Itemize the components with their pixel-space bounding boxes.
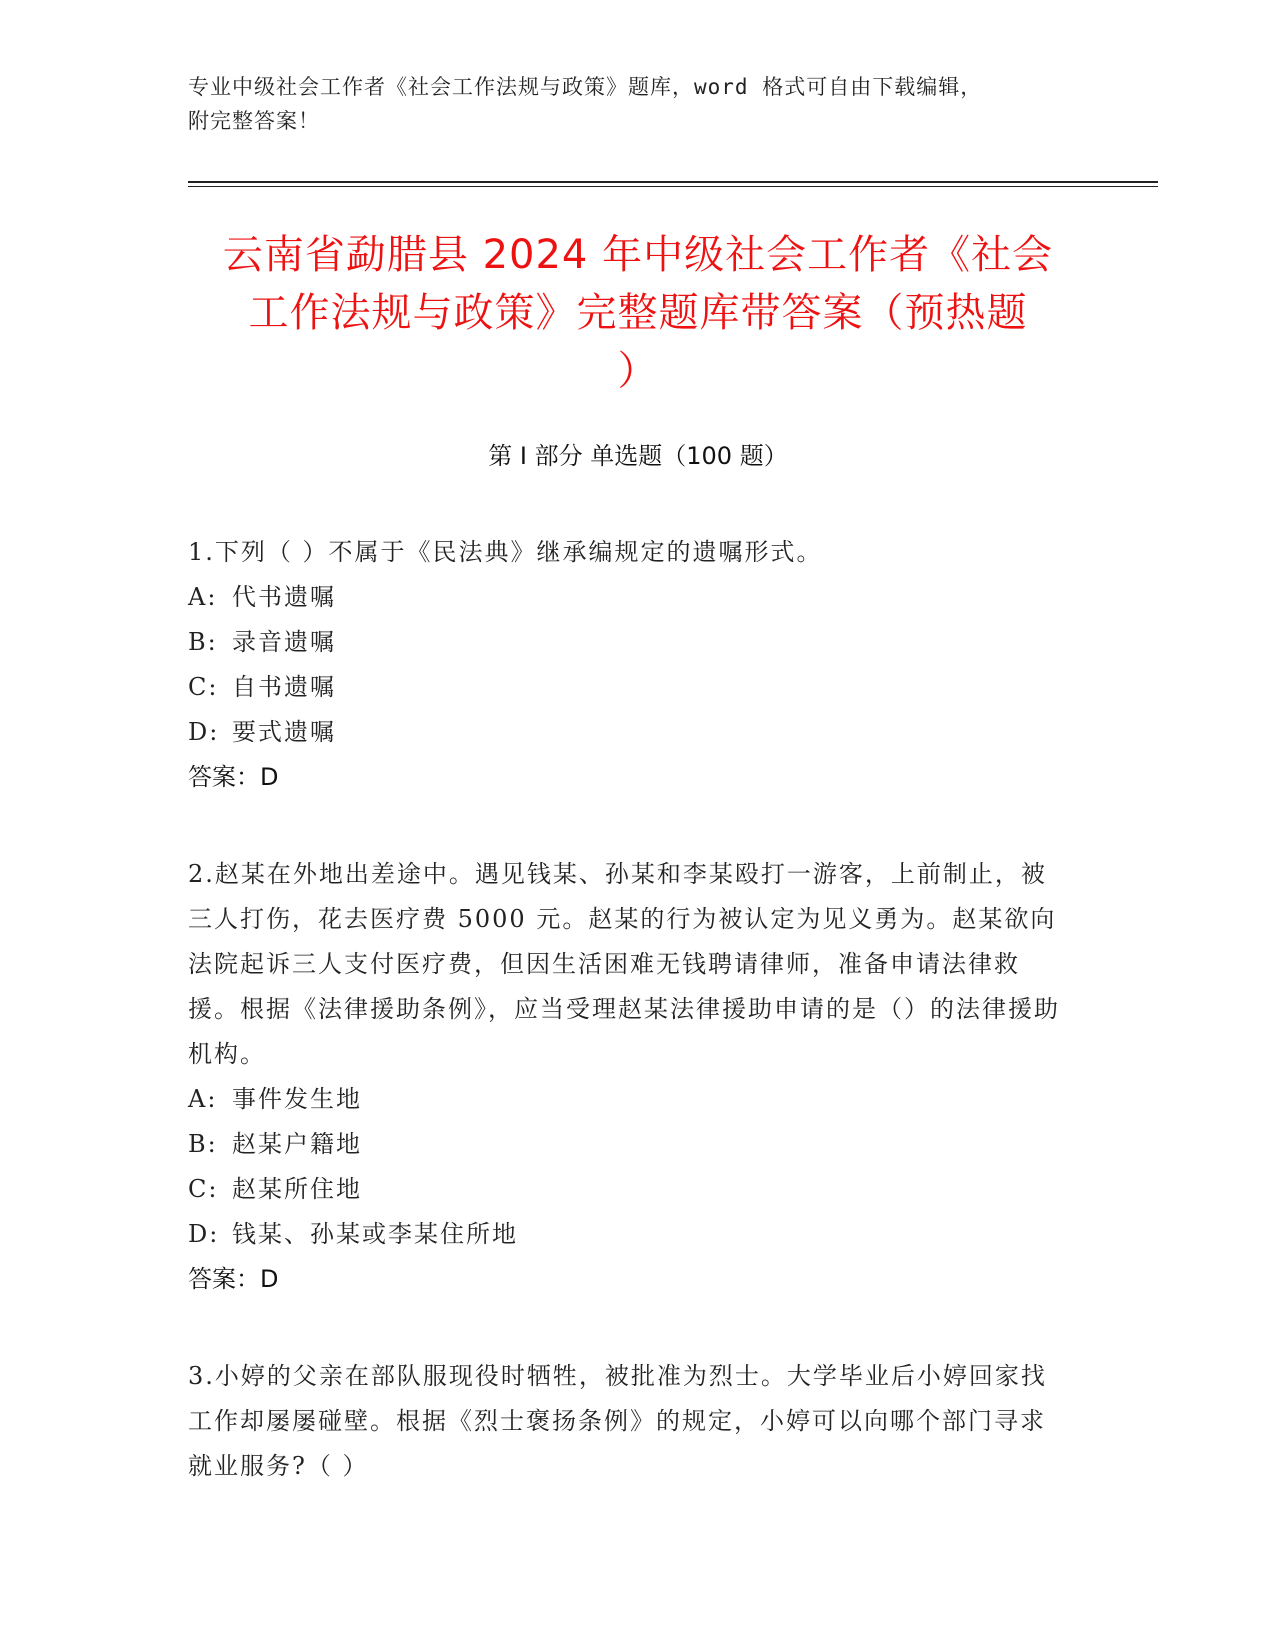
question-1 xyxy=(188,530,1068,800)
option-letter: D: xyxy=(188,718,220,746)
section-heading: 第 I 部分 单选题（100 题） xyxy=(488,442,788,470)
option-letter: C: xyxy=(188,673,219,701)
option-c xyxy=(188,665,1068,710)
option-text: 赵某户籍地 xyxy=(232,1130,362,1158)
answer-line: 答案：D xyxy=(188,763,279,791)
option-letter: C: xyxy=(188,1175,219,1203)
option-b xyxy=(188,1122,1068,1167)
header-note-line-1: 专业中级社会工作者《社会工作法规与政策》题库，word 格式可自由下载编辑， xyxy=(188,75,983,99)
option-letter: B: xyxy=(188,628,218,656)
option-a xyxy=(188,575,1068,620)
document-title-line-3: ） xyxy=(617,348,659,394)
question-2 xyxy=(188,852,1068,1302)
option-c xyxy=(188,1167,1068,1212)
option-letter: A: xyxy=(188,583,218,611)
document-title-line-2: 工作法规与政策》完整题库带答案（预热题 xyxy=(248,290,1028,336)
option-d xyxy=(188,710,1068,755)
question-list xyxy=(188,530,1068,1541)
option-text: 代书遗嘱 xyxy=(232,583,336,611)
header-rule-thin xyxy=(188,186,1158,187)
answer-line: 答案：D xyxy=(188,1265,279,1293)
document-title-line-1: 云南省勐腊县 2024 年中级社会工作者《社会 xyxy=(222,232,1054,278)
header-rule-thick xyxy=(188,181,1158,183)
option-d xyxy=(188,1212,1068,1257)
header-note-line-2: 附完整答案！ xyxy=(188,109,320,133)
option-letter: B: xyxy=(188,1130,218,1158)
question-3 xyxy=(188,1354,1068,1489)
question-stem: 2.赵某在外地出差途中。遇见钱某、孙某和李某殴打一游客，上前制止，被三人打伤，花去医疗费 5000 元。赵某的行为被认定为见义勇为。赵某欲向法院起诉三人支付医疗费，但因生活困难无钱聘请律师，准备申请法律救援。根据《法律援助条例》，应当受理赵某法律援助申请的是（）的法律援助机构。 xyxy=(188,860,1060,1068)
document-title xyxy=(188,226,1088,400)
option-text: 要式遗嘱 xyxy=(232,718,336,746)
option-a xyxy=(188,1077,1068,1122)
question-stem: 1.下列（ ）不属于《民法典》继承编规定的遗嘱形式。 xyxy=(188,538,823,566)
option-text: 自书遗嘱 xyxy=(232,673,336,701)
question-stem: 3.小婷的父亲在部队服现役时牺牲，被批准为烈士。大学毕业后小婷回家找工作却屡屡碰壁。根据《烈士褒扬条例》的规定，小婷可以向哪个部门寻求就业服务?（ ） xyxy=(188,1362,1047,1480)
option-text: 事件发生地 xyxy=(232,1085,362,1113)
option-text: 录音遗嘱 xyxy=(232,628,336,656)
option-letter: D: xyxy=(188,1220,220,1248)
header-note xyxy=(188,70,1088,138)
option-letter: A: xyxy=(188,1085,218,1113)
option-text: 赵某所住地 xyxy=(232,1175,362,1203)
option-b xyxy=(188,620,1068,665)
option-text: 钱某、孙某或李某住所地 xyxy=(232,1220,518,1248)
